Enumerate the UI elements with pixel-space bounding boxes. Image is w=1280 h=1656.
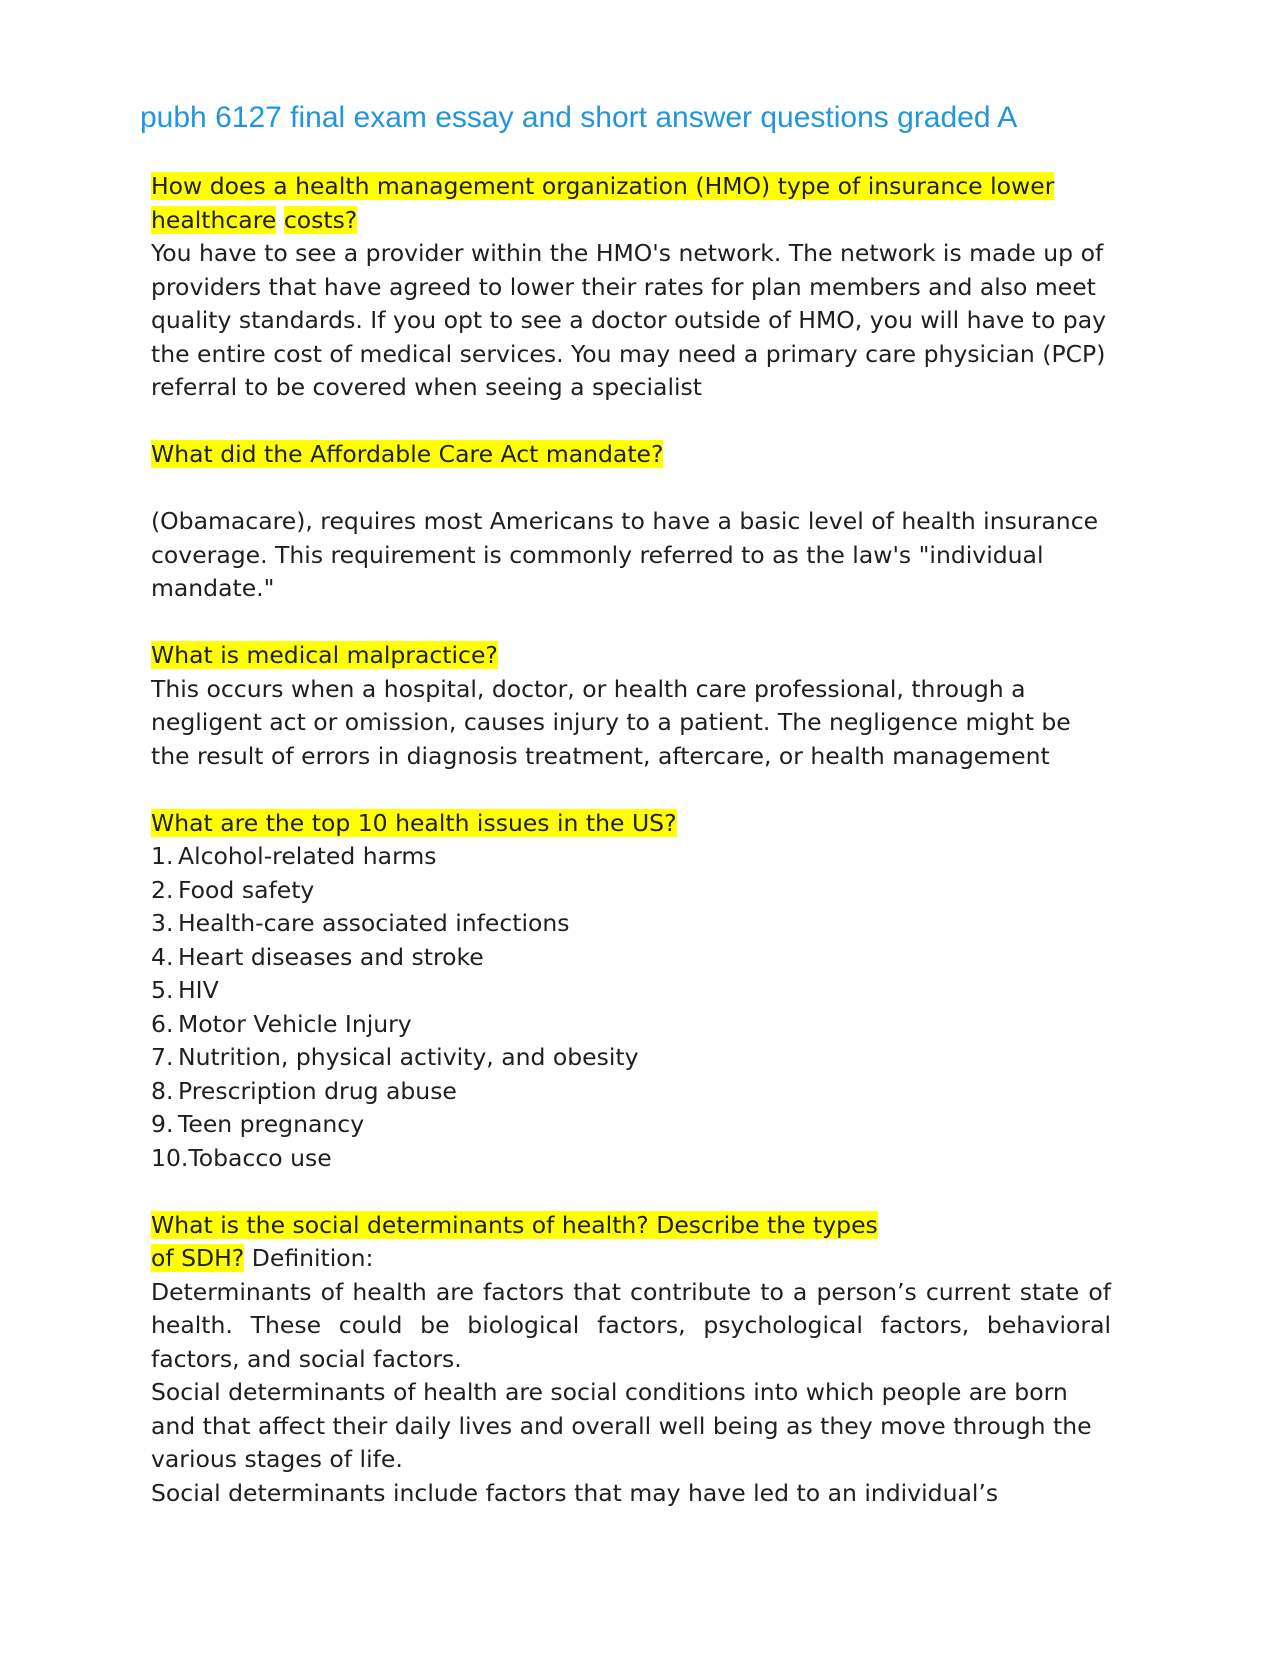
sdh-paragraph-1: Determinants of health are factors that contribute to a person’s current state of health. These could be biological factors, psychological factors, behavioral factors, and social factors. (151, 1277, 1111, 1373)
list-item-text: Food safety (178, 875, 315, 904)
list-item (151, 1142, 1111, 1176)
spacer (151, 405, 1111, 439)
spacer (151, 773, 1111, 807)
question-malpractice (151, 639, 1111, 673)
list-item-number: 8. (151, 1076, 174, 1105)
list-item-text: Teen pregnancy (178, 1110, 365, 1138)
list-item-number: 2. (151, 875, 174, 904)
sdh-paragraph-3: Social determinants include factors that may have led to an individual’s (151, 1478, 999, 1507)
question-sdh (151, 1209, 1111, 1276)
sdh-paragraph-2: Social determinants of health are social conditions into which people are born and that affect their daily lives and overall well being as they move through the various stages of life. (151, 1378, 1092, 1473)
list-item-text: Prescription drug abuse (178, 1076, 457, 1105)
list-item-text: Nutrition, physical activity, and obesity (178, 1043, 639, 1071)
list-item-number: 10. (151, 1143, 189, 1172)
spacer (151, 1175, 1111, 1209)
definition-label: Definition: (251, 1244, 374, 1272)
list-item (151, 974, 1111, 1008)
question-hmo (151, 170, 1111, 237)
list-item (151, 840, 1111, 874)
top10-list (151, 840, 1111, 1175)
question-sdh-text: What is the social determinants of health? Describe the types (151, 1210, 878, 1239)
answer-hmo: You have to see a provider within the HMO's network. The network is made up of providers that have agreed to lower their rates for plan members and also meet quality standards. If you opt to see a doctor outside of HMO, you will have to pay the entire cost of medical services. You may need a primary care physician (PCP) referral to be covered when seeing a specialist (151, 239, 1107, 401)
list-item (151, 874, 1111, 908)
question-top10-text: What are the top 10 health issues in the US? (151, 808, 677, 837)
list-item-text: Health-care associated infections (178, 909, 570, 937)
list-item-number: 5. (151, 976, 174, 1004)
question-sdh-text-end: of SDH? (151, 1244, 245, 1272)
list-item (151, 1108, 1111, 1142)
list-item (151, 941, 1111, 975)
list-item-text: Motor Vehicle Injury (178, 1009, 412, 1038)
list-item (151, 1008, 1111, 1042)
list-item-text: Heart diseases and stroke (178, 942, 484, 971)
list-item-number: 6. (151, 1009, 174, 1038)
document-body (151, 170, 1111, 1510)
list-item-number: 9. (151, 1110, 174, 1138)
list-item-text: Tobacco use (188, 1143, 332, 1172)
question-top10 (151, 807, 1111, 841)
answer-malpractice: This occurs when a hospital, doctor, or health care professional, through a negligent act or omission, causes injury to a patient. The negligence might be the result of errors in diagnosis treatment, aftercare, or health management (151, 674, 1071, 770)
answer-aca: (Obamacare), requires most Americans to have a basic level of health insurance coverage. This requirement is commonly referred to as the law's "individual mandate." (151, 507, 1099, 602)
list-item-number: 7. (151, 1043, 174, 1071)
question-malpractice-text: What is medical malpractice? (151, 641, 498, 669)
list-item-number: 3. (151, 909, 174, 937)
list-item (151, 1041, 1111, 1075)
list-item (151, 907, 1111, 941)
question-aca (151, 438, 1111, 472)
question-hmo-text: How does a health management organization (HMO) type of insurance lower healthcare (151, 172, 1055, 234)
spacer (151, 606, 1111, 640)
document-title: pubh 6127 final exam essay and short answer questions graded A (140, 101, 1018, 134)
spacer (151, 472, 1111, 506)
list-item-text: Alcohol-related harms (178, 842, 437, 870)
list-item-number: 4. (151, 942, 174, 971)
question-aca-text: What did the Affordable Care Act mandate? (151, 440, 664, 468)
list-item-text: HIV (178, 976, 219, 1004)
list-item-number: 1. (151, 842, 174, 870)
list-item (151, 1075, 1111, 1109)
question-hmo-text-end: costs? (283, 205, 358, 234)
